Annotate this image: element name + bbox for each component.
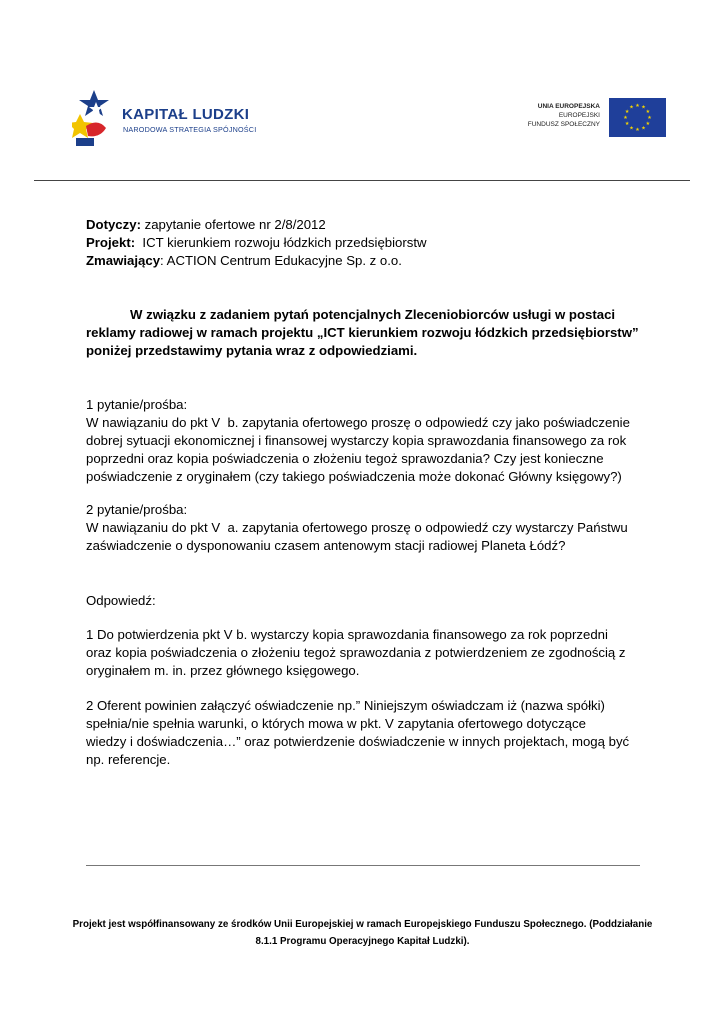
answer-2-line: np. referencje. — [86, 752, 171, 767]
meta-zamawiajacy — [86, 252, 656, 270]
question-2-line: W nawiązaniu do pkt V a. zapytania ofertowego proszę o odpowiedź czy wystarczy Państwu — [86, 520, 628, 535]
answers-heading-block — [86, 592, 656, 610]
svg-text:★: ★ — [624, 109, 630, 115]
svg-text:★: ★ — [641, 125, 646, 132]
footer-line: Projekt jest współfinansowany ze środków Unii Europejskiej w ramach Europejskiego Funduszu Społecznego. (Poddziałanie — [72, 919, 653, 930]
footer-divider — [86, 865, 640, 866]
answer-2 — [86, 697, 656, 769]
answer-1-line: oraz kopia poświadczenia o złożeniu tegoż sprawozdania z potwierdzeniem ze zgodnością z — [86, 645, 626, 660]
eu-logo-text — [528, 102, 600, 129]
intro-line: reklamy radiowej w ramach projektu „ICT kierunkiem rozwoju łódzkich przedsiębiorstw” — [86, 325, 639, 340]
svg-text:★: ★ — [647, 115, 652, 121]
meta-dotyczy-label: Dotyczy: — [86, 217, 141, 232]
logo-title: KAPITAŁ LUDZKI — [122, 106, 250, 123]
meta-zamawiajacy-value: : ACTION Centrum Edukacyjne Sp. z o.o. — [160, 253, 402, 268]
svg-text:★: ★ — [641, 104, 646, 111]
answer-1 — [86, 626, 656, 680]
eu-flag-icon — [609, 98, 666, 137]
intro-paragraph — [86, 306, 646, 360]
logo-subtitle: NARODOWA STRATEGIA SPÓJNOŚCI — [123, 125, 257, 134]
intro-line: W związku z zadaniem pytań potencjalnych Zleceniobiorców usługi w postaci — [130, 307, 616, 322]
question-1-line: dobrej sytuacji ekonomicznej i finansowej wystarczy kopia sprawozdania finansowego za rok — [86, 433, 627, 448]
eu-logo-line3: FUNDUSZ SPOŁECZNY — [527, 121, 600, 128]
svg-text:★: ★ — [623, 115, 628, 121]
eu-logo-line2: EUROPEJSKI — [558, 112, 600, 119]
eu-logo-line1: UNIA EUROPEJSKA — [537, 103, 600, 110]
header-divider — [34, 180, 690, 181]
answer-2-line: 2 Oferent powinien załączyć oświadczenie np.” Niniejszym oświadczam iż (nazwa spółki) — [86, 698, 605, 713]
question-2-heading: 2 pytanie/prośba: — [86, 502, 188, 517]
svg-text:★: ★ — [629, 125, 634, 132]
meta-projekt-label: Projekt: — [86, 235, 136, 250]
document-meta — [86, 216, 656, 270]
svg-text:★: ★ — [645, 121, 651, 127]
question-2-line: zaświadczenie o dysponowaniu czasem antenowym stacji radiowej Planeta Łódź? — [86, 538, 566, 553]
svg-text:★: ★ — [635, 103, 640, 109]
svg-text:★: ★ — [645, 109, 651, 115]
meta-projekt-value: ICT kierunkiem rozwoju łódzkich przedsiębiorstw — [135, 235, 427, 250]
answer-1-line: oryginałem m. in. przez głównego księgowego. — [86, 663, 360, 678]
answers-heading: Odpowiedź: — [86, 593, 156, 608]
meta-dotyczy — [86, 216, 656, 234]
meta-dotyczy-value: zapytanie ofertowe nr 2/8/2012 — [140, 217, 326, 232]
question-2 — [86, 501, 656, 555]
question-1 — [86, 396, 656, 486]
kapital-ludzki-logo — [72, 88, 272, 148]
footer-note — [40, 916, 685, 950]
svg-text:★: ★ — [629, 104, 634, 111]
answer-2-line: spełnia/nie spełnia warunki, o których mowa w pkt. V zapytania ofertowego dotyczące — [86, 716, 586, 731]
intro-line: poniżej przedstawimy pytania wraz z odpowiedziami. — [86, 343, 418, 358]
question-1-line: W nawiązaniu do pkt V b. zapytania ofertowego proszę o odpowiedź czy jako poświadczenie — [86, 415, 630, 430]
question-1-heading: 1 pytanie/prośba: — [86, 397, 188, 412]
meta-zamawiajacy-label: Zmawiający — [86, 253, 161, 268]
eu-logo — [500, 98, 666, 138]
svg-text:★: ★ — [624, 121, 630, 127]
answer-2-line: wiedzy i doświadczenia…” oraz potwierdzenie doświadczenie w innych projektach, mogą być — [86, 734, 630, 749]
question-1-line: poprzedni oraz kopia poświadczenia o złożeniu tegoż sprawozdania? Czy jest konieczne — [86, 451, 604, 466]
footer-line: 8.1.1 Programu Operacyjnego Kapitał Ludzki). — [255, 936, 470, 947]
answer-1-line: 1 Do potwierdzenia pkt V b. wystarczy kopia sprawozdania finansowego za rok poprzedni — [86, 627, 608, 642]
question-1-line: poświadczenie z oryginałem (czy takiego poświadczenia może dokonać Główny księgowy?) — [86, 469, 622, 484]
svg-text:★: ★ — [635, 127, 640, 133]
meta-projekt — [86, 234, 656, 252]
kapital-ludzki-emblem-icon — [72, 88, 112, 148]
